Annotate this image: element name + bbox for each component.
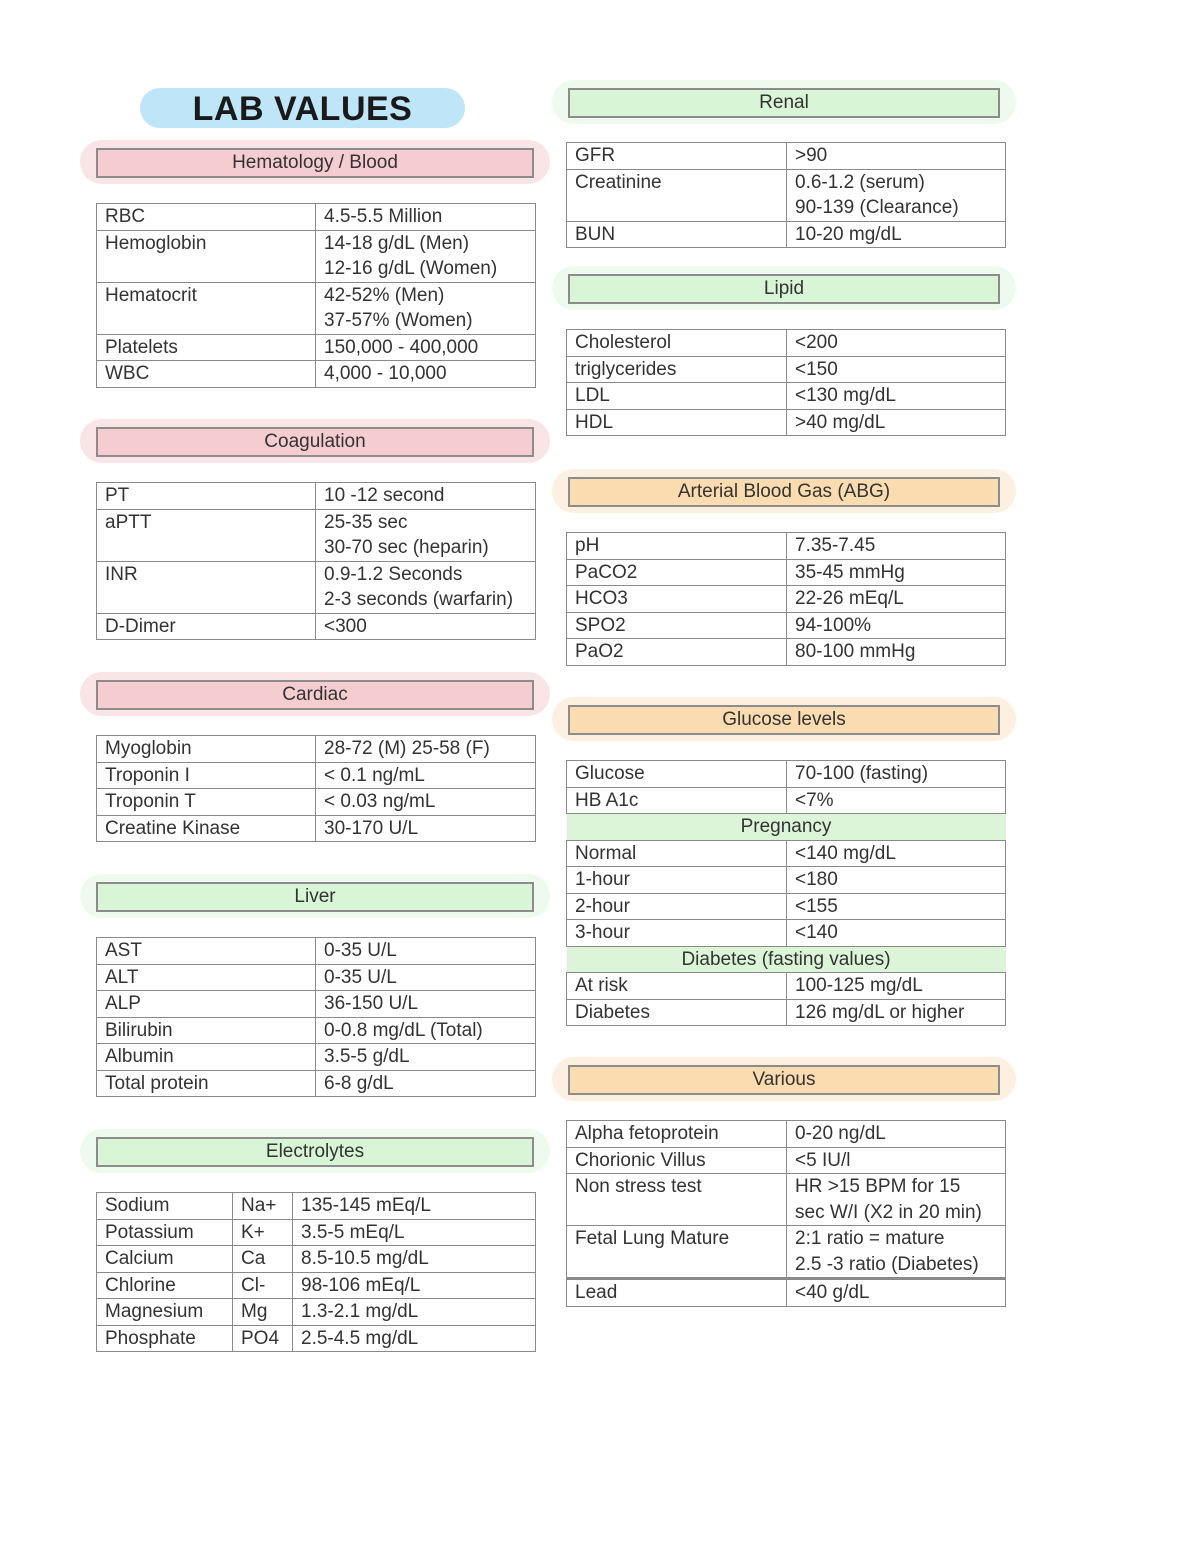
test-name: Troponin I	[97, 762, 316, 789]
value-line: <7%	[795, 789, 834, 811]
test-value	[787, 330, 1006, 357]
test-name: Albumin	[97, 1044, 316, 1071]
test-name: HDL	[567, 409, 787, 436]
test-name: Glucose	[567, 761, 787, 788]
electrolyte-symbol: Ca	[233, 1246, 293, 1273]
test-value	[787, 586, 1006, 613]
glucose-title: Glucose levels	[568, 705, 1000, 735]
test-name: PaCO2	[567, 559, 787, 586]
test-name: aPTT	[97, 509, 316, 561]
lipid-header	[552, 266, 1016, 310]
test-name: Platelets	[97, 334, 316, 361]
value-line: 30-70 sec (heparin)	[324, 537, 489, 558]
test-value	[787, 867, 1006, 894]
coagulation-header	[80, 419, 550, 463]
test-value	[787, 143, 1006, 170]
value-line: < 0.1 ng/mL	[324, 764, 425, 786]
value-line: <180	[795, 869, 838, 890]
cardiac-header	[80, 672, 550, 716]
page-title: LAB VALUES	[140, 88, 465, 128]
test-value	[787, 612, 1006, 639]
test-name: SPO2	[567, 612, 787, 639]
value-line: 0-20 ng/dL	[795, 1123, 886, 1144]
test-name: 3-hour	[567, 920, 787, 947]
table-row	[97, 509, 536, 561]
table-row	[567, 999, 1006, 1026]
table-row	[567, 893, 1006, 920]
value-line: >40 mg/dL	[795, 411, 886, 433]
value-line: <140 mg/dL	[795, 842, 896, 864]
cardiac-title: Cardiac	[96, 680, 534, 710]
table-row	[567, 356, 1006, 383]
value-line: 0-35 U/L	[324, 966, 397, 988]
table-row	[97, 1299, 536, 1326]
test-value	[787, 1147, 1006, 1174]
table-row	[97, 762, 536, 789]
test-value	[787, 639, 1006, 666]
test-value	[316, 282, 536, 334]
test-name: ALP	[97, 991, 316, 1018]
value-line: 0.6-1.2 (serum)	[795, 171, 925, 193]
table-row	[567, 973, 1006, 1000]
table-row	[97, 736, 536, 763]
value-line: sec W/I (X2 in 20 min)	[795, 1201, 982, 1223]
lipid-table	[566, 329, 1006, 436]
test-value	[787, 840, 1006, 867]
value-line: 35-45 mmHg	[795, 561, 905, 583]
test-name: triglycerides	[567, 356, 787, 383]
test-value	[787, 559, 1006, 586]
electrolyte-value: 2.5-4.5 mg/dL	[293, 1325, 536, 1352]
electrolyte-value: 1.3-2.1 mg/dL	[293, 1299, 536, 1326]
various-title: Various	[568, 1065, 1000, 1095]
electrolytes-table	[96, 1192, 536, 1352]
test-value	[787, 1280, 1006, 1307]
test-name: D-Dimer	[97, 613, 316, 640]
table-row	[97, 964, 536, 991]
coagulation-table	[96, 482, 536, 640]
test-value	[787, 1121, 1006, 1148]
test-name: Hemoglobin	[97, 230, 316, 282]
abg-header	[552, 469, 1016, 513]
test-value	[787, 1226, 1006, 1278]
test-value	[787, 999, 1006, 1026]
table-row	[97, 204, 536, 231]
table-row	[97, 1044, 536, 1071]
test-value	[316, 736, 536, 763]
test-name: HB A1c	[567, 787, 787, 814]
renal-header	[552, 80, 1016, 124]
test-name: Non stress test	[567, 1174, 787, 1226]
test-value	[787, 920, 1006, 947]
value-line: 100-125 mg/dL	[795, 975, 923, 996]
electrolyte-value: 8.5-10.5 mg/dL	[293, 1246, 536, 1273]
test-name: Cholesterol	[567, 330, 787, 357]
test-value	[787, 1174, 1006, 1226]
table-row	[567, 330, 1006, 357]
value-line: 22-26 mEq/L	[795, 588, 904, 609]
test-value	[787, 169, 1006, 221]
table-row	[567, 1174, 1006, 1226]
liver-header	[80, 874, 550, 918]
table-row	[567, 1280, 1006, 1307]
electrolyte-name: Magnesium	[97, 1299, 233, 1326]
test-name: Creatine Kinase	[97, 815, 316, 842]
table-row	[97, 815, 536, 842]
test-name: pH	[567, 533, 787, 560]
table-row	[567, 586, 1006, 613]
value-line: 0.9-1.2 Seconds	[324, 563, 463, 585]
value-line: 2:1 ratio = mature	[795, 1228, 945, 1249]
value-line: 94-100%	[795, 614, 872, 636]
electrolyte-symbol: Na+	[233, 1193, 293, 1220]
test-name: Total protein	[97, 1070, 316, 1097]
test-value	[316, 789, 536, 816]
test-name: RBC	[97, 204, 316, 231]
table-row	[97, 1272, 536, 1299]
renal-title: Renal	[568, 88, 1000, 118]
value-line: 0-0.8 mg/dL (Total)	[324, 1019, 483, 1041]
value-line: >90	[795, 145, 828, 166]
table-row	[97, 230, 536, 282]
electrolyte-name: Phosphate	[97, 1325, 233, 1352]
electrolyte-symbol: Cl-	[233, 1272, 293, 1299]
hematology-header	[80, 140, 550, 184]
test-value	[316, 230, 536, 282]
table-row	[97, 282, 536, 334]
test-value	[316, 613, 536, 640]
value-line: 90-139 (Clearance)	[795, 197, 959, 218]
test-value	[787, 383, 1006, 410]
test-name: LDL	[567, 383, 787, 410]
value-line: 4.5-5.5 Million	[324, 206, 443, 227]
table-row	[97, 1017, 536, 1044]
test-value	[316, 1044, 536, 1071]
table-row	[97, 938, 536, 965]
table-row	[567, 383, 1006, 410]
table-row	[97, 1219, 536, 1246]
value-line: <300	[324, 615, 367, 637]
table-row	[567, 612, 1006, 639]
value-line: <150	[795, 358, 838, 380]
test-name: Fetal Lung Mature	[567, 1226, 787, 1278]
electrolyte-name: Sodium	[97, 1193, 233, 1220]
value-line: 10-20 mg/dL	[795, 223, 902, 245]
value-line: HR >15 BPM for 15	[795, 1176, 961, 1197]
test-value	[787, 787, 1006, 814]
table-row	[567, 840, 1006, 867]
test-value	[316, 1070, 536, 1097]
test-value	[787, 356, 1006, 383]
table-row	[567, 787, 1006, 814]
electrolyte-name: Calcium	[97, 1246, 233, 1273]
test-name: HCO3	[567, 586, 787, 613]
value-line: 70-100 (fasting)	[795, 763, 929, 784]
value-line: 3.5-5 g/dL	[324, 1046, 410, 1067]
electrolyte-value: 3.5-5 mEq/L	[293, 1219, 536, 1246]
test-name: Bilirubin	[97, 1017, 316, 1044]
test-value	[787, 409, 1006, 436]
liver-table	[96, 937, 536, 1097]
various-header	[552, 1057, 1016, 1101]
abg-table	[566, 532, 1006, 666]
test-name: 1-hour	[567, 867, 787, 894]
test-value	[316, 938, 536, 965]
table-row	[97, 789, 536, 816]
table-row	[97, 1070, 536, 1097]
test-value	[316, 1017, 536, 1044]
table-row	[97, 991, 536, 1018]
test-name: Myoglobin	[97, 736, 316, 763]
table-row	[97, 561, 536, 613]
value-line: 14-18 g/dL (Men)	[324, 232, 470, 254]
table-row	[97, 483, 536, 510]
table-row	[567, 1147, 1006, 1174]
test-name: WBC	[97, 361, 316, 388]
electrolyte-symbol: K+	[233, 1219, 293, 1246]
test-name: INR	[97, 561, 316, 613]
table-row	[97, 1246, 536, 1273]
value-line: 0-35 U/L	[324, 940, 397, 961]
value-line: 150,000 - 400,000	[324, 336, 479, 358]
value-line: 28-72 (M) 25-58 (F)	[324, 738, 490, 759]
value-line: 2-3 seconds (warfarin)	[324, 589, 514, 610]
electrolyte-value: 98-106 mEq/L	[293, 1272, 536, 1299]
test-value	[787, 893, 1006, 920]
electrolyte-name: Chlorine	[97, 1272, 233, 1299]
value-line: < 0.03 ng/mL	[324, 791, 436, 812]
test-name: Troponin T	[97, 789, 316, 816]
table-row	[97, 361, 536, 388]
diabetes-subheader: Diabetes (fasting values)	[567, 946, 1006, 973]
table-row	[567, 761, 1006, 788]
test-name: Alpha fetoprotein	[567, 1121, 787, 1148]
test-name: 2-hour	[567, 893, 787, 920]
test-name: GFR	[567, 143, 787, 170]
value-line: 4,000 - 10,000	[324, 363, 447, 384]
table-row	[97, 1193, 536, 1220]
table-row	[567, 1121, 1006, 1148]
test-name: PT	[97, 483, 316, 510]
electrolyte-symbol: Mg	[233, 1299, 293, 1326]
test-value	[316, 964, 536, 991]
abg-title: Arterial Blood Gas (ABG)	[568, 477, 1000, 507]
various-table	[566, 1120, 1006, 1307]
cardiac-table	[96, 735, 536, 842]
test-value	[787, 761, 1006, 788]
table-row	[567, 1226, 1006, 1278]
table-row	[567, 409, 1006, 436]
value-line: <140	[795, 922, 838, 943]
lipid-title: Lipid	[568, 274, 1000, 304]
value-line: 30-170 U/L	[324, 817, 419, 839]
value-line: 37-57% (Women)	[324, 310, 473, 331]
value-line: 7.35-7.45	[795, 535, 876, 556]
electrolytes-header	[80, 1129, 550, 1173]
value-line: <130 mg/dL	[795, 385, 896, 406]
table-row	[97, 334, 536, 361]
test-name: BUN	[567, 221, 787, 248]
table-row	[567, 867, 1006, 894]
value-line: 42-52% (Men)	[324, 284, 445, 306]
test-name: Normal	[567, 840, 787, 867]
renal-table	[566, 142, 1006, 248]
table-row	[567, 533, 1006, 560]
test-value	[316, 361, 536, 388]
test-value	[787, 221, 1006, 248]
table-row	[97, 613, 536, 640]
coagulation-title: Coagulation	[96, 427, 534, 457]
table-row	[567, 169, 1006, 221]
value-line: <200	[795, 332, 838, 353]
value-line: <155	[795, 895, 838, 917]
test-value	[316, 509, 536, 561]
table-row	[567, 221, 1006, 248]
value-line: 126 mg/dL or higher	[795, 1001, 965, 1023]
test-name: At risk	[567, 973, 787, 1000]
value-line: 25-35 sec	[324, 511, 408, 533]
hematology-table	[96, 203, 536, 388]
test-name: Lead	[567, 1280, 787, 1307]
test-value	[316, 483, 536, 510]
table-row	[567, 143, 1006, 170]
glucose-header	[552, 697, 1016, 741]
table-row	[97, 1325, 536, 1352]
test-value	[787, 973, 1006, 1000]
value-line: <40 g/dL	[795, 1282, 870, 1303]
value-line: 2.5 -3 ratio (Diabetes)	[795, 1253, 979, 1275]
table-row	[567, 920, 1006, 947]
test-value	[316, 762, 536, 789]
test-name: Chorionic Villus	[567, 1147, 787, 1174]
hematology-title: Hematology / Blood	[96, 148, 534, 178]
electrolyte-symbol: PO4	[233, 1325, 293, 1352]
value-line: <5 IU/l	[795, 1149, 851, 1171]
electrolyte-value: 135-145 mEq/L	[293, 1193, 536, 1220]
value-line: 80-100 mmHg	[795, 641, 916, 662]
table-row	[567, 559, 1006, 586]
test-value	[316, 204, 536, 231]
test-name: ALT	[97, 964, 316, 991]
test-name: AST	[97, 938, 316, 965]
liver-title: Liver	[96, 882, 534, 912]
test-value	[316, 561, 536, 613]
test-name: Diabetes	[567, 999, 787, 1026]
test-value	[787, 533, 1006, 560]
test-name: Creatinine	[567, 169, 787, 221]
value-line: 12-16 g/dL (Women)	[324, 258, 498, 279]
test-value	[316, 991, 536, 1018]
test-name: PaO2	[567, 639, 787, 666]
electrolytes-title: Electrolytes	[96, 1137, 534, 1167]
table-row	[567, 639, 1006, 666]
pregnancy-subheader: Pregnancy	[567, 814, 1006, 841]
test-name: Hematocrit	[97, 282, 316, 334]
test-value	[316, 815, 536, 842]
value-line: 10 -12 second	[324, 485, 445, 506]
value-line: 6-8 g/dL	[324, 1072, 394, 1094]
glucose-table	[566, 760, 1006, 1026]
electrolyte-name: Potassium	[97, 1219, 233, 1246]
test-value	[316, 334, 536, 361]
value-line: 36-150 U/L	[324, 993, 419, 1014]
